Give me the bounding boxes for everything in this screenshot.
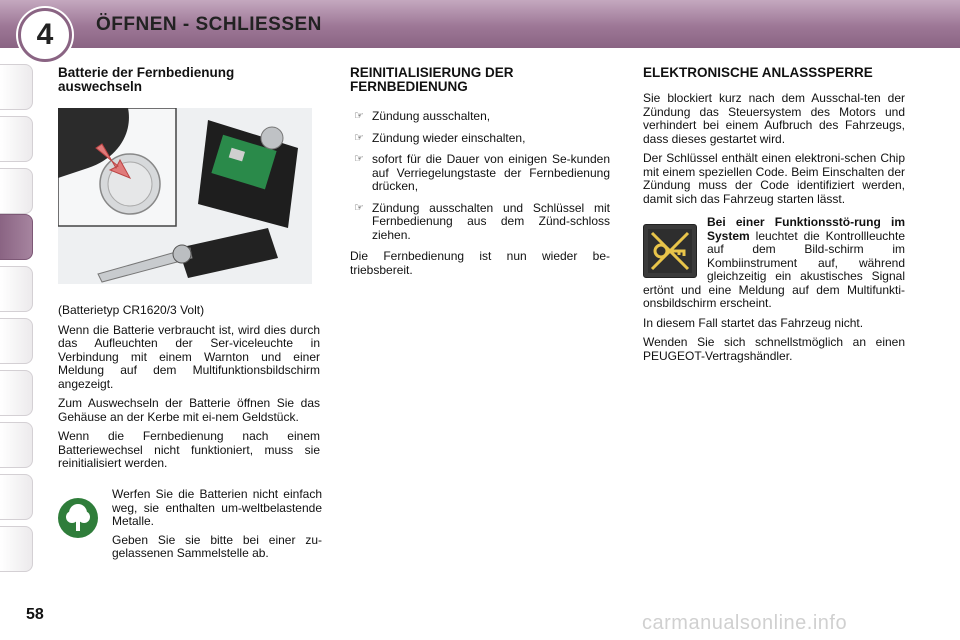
chapter-tab-4[interactable]: [0, 214, 33, 260]
chapter-tab-9[interactable]: [0, 474, 33, 520]
warning-text: leuchtet die Kontrollleuchte auf dem Bild-schirm im Kombiinstrument auf, während gleichzeitig ein akustisches Signal ertönt und eine Meldung auf dem Multifunkti-onsbildschirm erscheint.: [643, 228, 905, 310]
battery-paragraph: Zum Auswechseln der Batterie öffnen Sie das Gehäuse an der Kerbe mit ei-nem Geldstück.: [58, 396, 320, 424]
battery-paragraph: Wenn die Batterie verbraucht ist, wird dies durch das Aufleuchten der Ser-viceleuchte in Verbindung mit einem Warnton und einer Meldung auf dem Multifunktionsbildschirm angezeigt.: [58, 322, 320, 391]
list-item: ☞ sofort für die Dauer von einigen Se-kunden auf Verriegelungstaste der Fernbedienung drücken,: [354, 152, 610, 193]
battery-type-caption: (Batterietyp CR1620/3 Volt) Wenn die Batterie verbraucht ist, wird dies durch das Aufleuchten der Ser-viceleuchte in Verbindung mit einem Warnton und einer Meldung auf dem Multifunktionsbildschirm angezeigt. Zum Auswechseln der Batterie öffnen Sie das Gehäuse an der Kerbe mit ei-nem Geldstück. Wenn die Fernbedienung nach einem Batteriewechsel nicht funktioniert, muss sie reinitialisiert werden.: [58, 303, 320, 470]
list-item: ☞ Zündung ausschalten,: [354, 109, 491, 123]
immobiliser-paragraph: Sie blockiert kurz nach dem Ausschal-ten der Zündung das Steuersystem des Motors und verhindert bei einem Aufbruch des Fahrzeugs, dass dieses gestartet wird.: [643, 91, 905, 146]
pointing-hand-icon: ☞: [354, 153, 364, 165]
immobiliser-section: [643, 66, 905, 369]
immobiliser-heading: ELEKTRONISCHE ANLASSSPERRE: [643, 65, 873, 80]
chapter-tabs: [0, 64, 36, 576]
eco-paragraph: Geben Sie sie bitte bei einer zu-gelassenen Sammelstelle ab.: [112, 532, 322, 560]
chapter-tab-2[interactable]: [0, 116, 33, 162]
page-header: [0, 0, 960, 51]
immobiliser-paragraph: Der Schlüssel enthält einen elektroni-schen Chip mit einem speziellen Code. Beim Einschalten der Zündung muss der Code identifiziert werden, damit sich das Fahrzeug starten lässt.: [643, 151, 905, 206]
battery-heading: Batterie der Fernbedienung auswechseln: [58, 65, 235, 94]
chapter-number: 4: [18, 8, 72, 62]
eco-paragraph: Werfen Sie die Batterien nicht einfach weg, sie enthalten um-weltbelastende Metalle.: [112, 487, 322, 528]
chapter-tab-8[interactable]: [0, 422, 33, 468]
eco-notice: [58, 488, 322, 566]
chapter-tab-3[interactable]: [0, 168, 33, 214]
chapter-tab-1[interactable]: [0, 64, 33, 110]
reinit-closing: Die Fernbedienung ist nun wieder be-triebsbereit.: [350, 249, 610, 277]
immobiliser-paragraph: In diesem Fall startet das Fahrzeug nicht.: [643, 315, 864, 330]
chapter-tab-6[interactable]: [0, 318, 33, 364]
chapter-tab-10[interactable]: [0, 526, 33, 572]
battery-paragraph: Wenn die Fernbedienung nach einem Batteriewechsel nicht funktioniert, muss sie reinitialisiert werden.: [58, 429, 320, 470]
list-item: ☞ Zündung ausschalten und Schlüssel mit Fernbedienung aus dem Zünd-schloss ziehen.: [354, 200, 610, 242]
key-crossed-icon: [643, 224, 697, 278]
warning-block: [643, 216, 905, 311]
warning-bold: Bei einer Funktionsstö-rung im System: [707, 215, 905, 243]
immobiliser-paragraph: Wenden Sie sich schnellstmöglich an einen PEUGEOT-Vertragshändler.: [643, 335, 905, 363]
reinit-heading: REINITIALISIERUNG DER FERNBEDIENUNG: [350, 65, 514, 94]
list-item: ☞ Zündung wieder einschalten,: [354, 130, 526, 145]
watermark: carmanualsonline.info: [642, 612, 848, 634]
chapter-tab-7[interactable]: [0, 370, 33, 416]
page-number: 58: [26, 606, 44, 623]
pointing-hand-icon: ☞: [354, 110, 364, 122]
remote-key-illustration: [58, 108, 312, 284]
page-title: ÖFFNEN - SCHLIESSEN: [96, 14, 322, 35]
remote-key-photo: [58, 108, 312, 284]
pointing-hand-icon: ☞: [354, 201, 364, 214]
chapter-tab-5[interactable]: [0, 266, 33, 312]
battery-section: [58, 66, 320, 477]
pointing-hand-icon: ☞: [354, 131, 364, 144]
reinit-section: [350, 66, 610, 277]
tree-icon: [58, 498, 98, 538]
